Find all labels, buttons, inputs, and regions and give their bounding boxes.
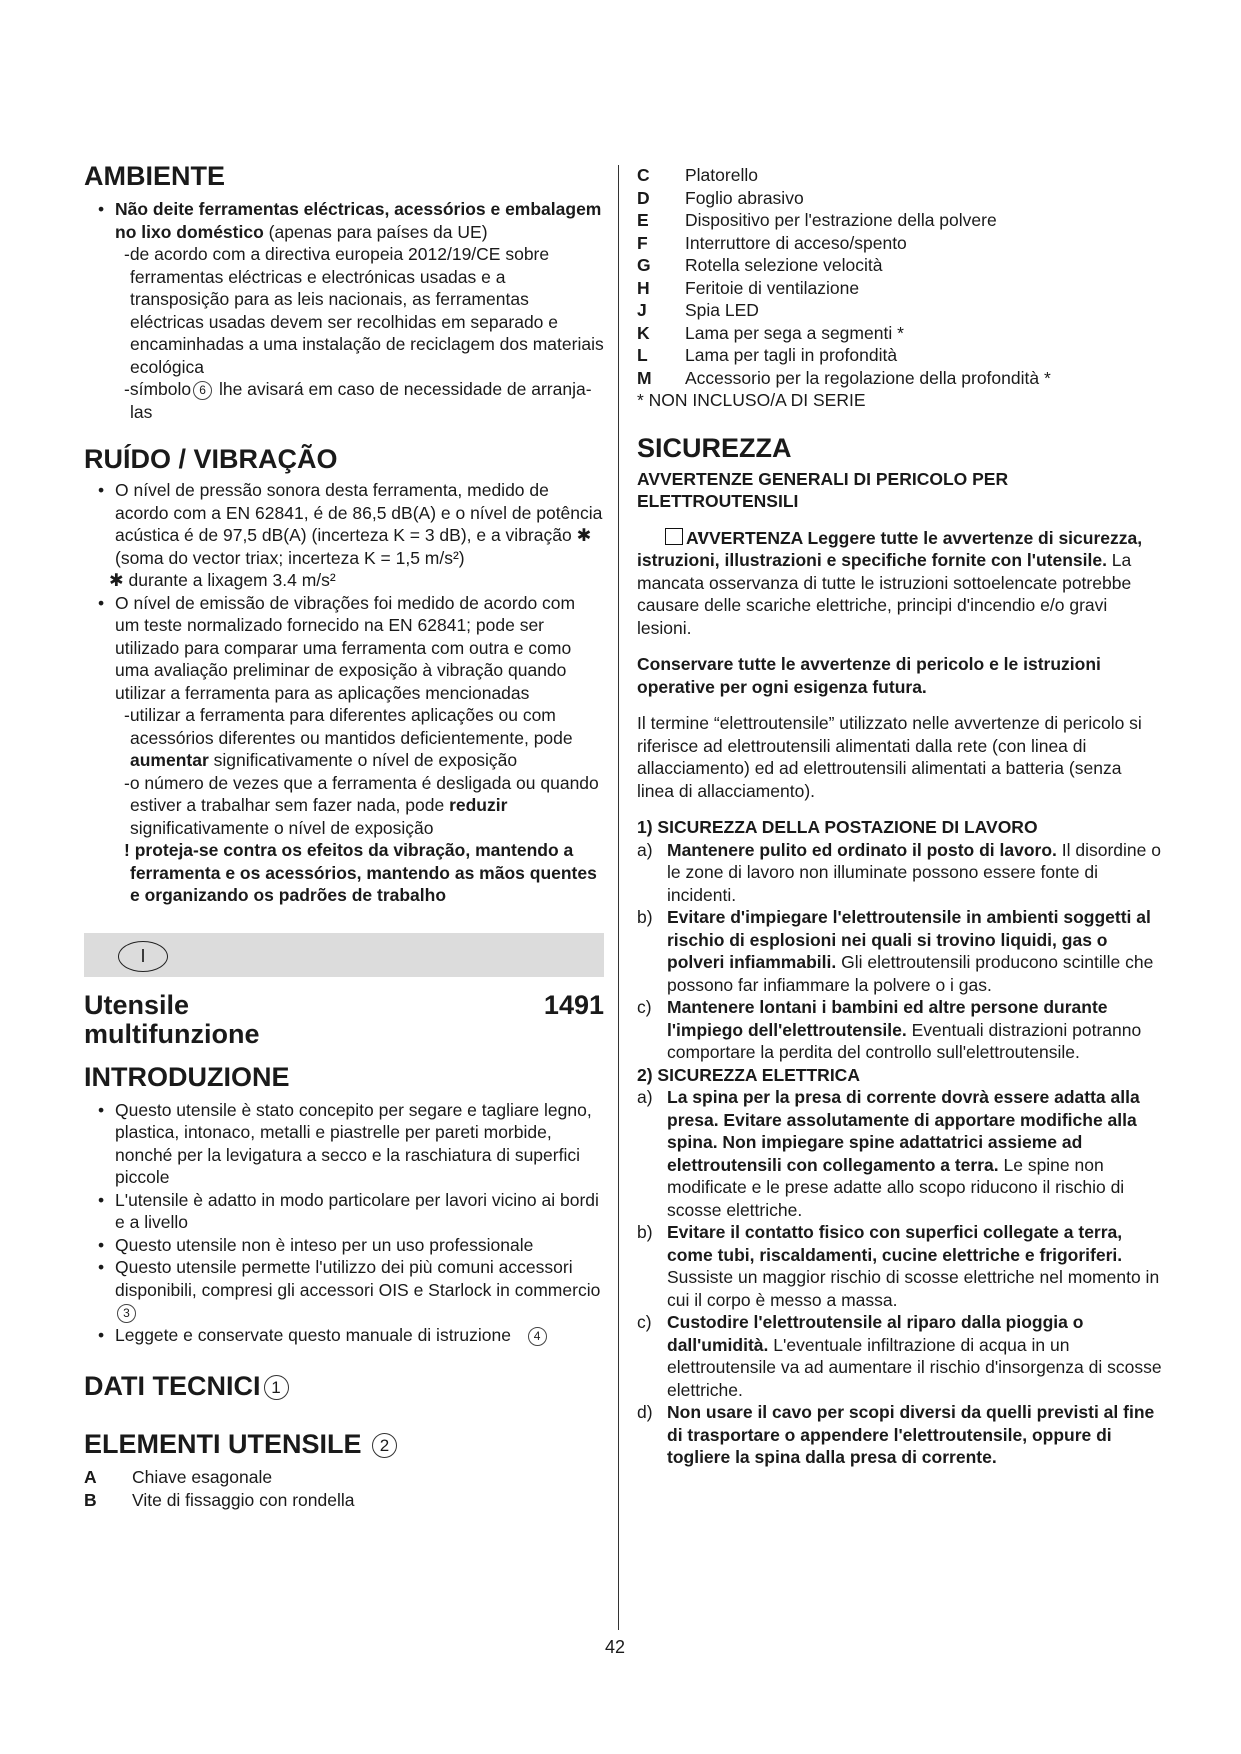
section-title-ruido: RUÍDO / VIBRAÇÃO: [84, 444, 338, 474]
warning-paragraph: !AVVERTENZA Leggere tutte le avvertenze di sicurezza, istruzioni, illustrazioni e specifiche fornite con l'utensile. La mancata osservanza di tutte le istruzioni sottoelencate potrebbe causare delle scariche elettriche, principi d'incendio e/o gravi lesioni.: [637, 527, 1162, 640]
page-number: 42: [605, 1637, 626, 1657]
section-subtitle: AVVERTENZE GENERALI DI PERICOLO PER ELETTROUTENSILI: [637, 468, 1009, 511]
language-tag: I: [118, 941, 168, 972]
list-item: -símbolo 6 lhe avisará em caso de necessidade de arranja-las: [124, 379, 592, 422]
warning-icon: [665, 528, 683, 545]
legend-item: M Accessorio per la regolazione della profondità *: [637, 367, 1051, 388]
subsection-title: 1) SICUREZZA DELLA POSTAZIONE DI LAVORO: [637, 817, 1038, 837]
list-item: • Questo utensile permette l'utilizzo dei più comuni accessori disponibili, compresi gli accessori OIS e Starlock in commercio 3: [84, 1256, 604, 1324]
figure-ref-icon: 6: [193, 381, 212, 400]
warning-text: ! proteja-se contra os efeitos da vibração, mantendo a ferramenta e os acessórios, mantendo as mãos quentes e organizando os padrões de trabalho: [124, 840, 597, 905]
list-item: c) Custodire l'elettroutensile al riparo dalla pioggia o dall'umidità. L'eventuale infiltrazione di acqua in un elettroutensile va ad aumentare il rischio d'insorgenza di scosse elettriche.: [637, 1312, 1162, 1400]
product-number: 1491: [543, 989, 604, 1020]
list-item: • Questo utensile è stato concepito per segare e tagliare legno, plastica, intonaco, metalli e piastrelle per pareti morbide, nonché per la levigatura a secco e la raschiatura di superfici piccole: [84, 1099, 604, 1189]
list-item: b) Evitare d'impiegare l'elettroutensile in ambienti soggetti al rischio di esplosioni nei quali si trovino liquidi, gas o polveri infiammabili. Gli elettroutensili producono scintille che possono far infiammare la polvere o i gas.: [637, 907, 1154, 995]
product-name: Utensile multifunzione: [84, 989, 260, 1049]
note-text: ✱ durante a lixagem 3.4 m/s²: [109, 570, 336, 590]
list-item: c) Mantenere lontani i bambini ed altre persone durante l'impiego dell'elettroutensile. Eventuali distrazioni potranno comportare la perdita del controllo sull'elettroutensile.: [637, 997, 1142, 1062]
section-title-dati-tecnici: DATI TECNICI 1: [84, 1370, 604, 1402]
legend-item: K Lama per sega a segmenti *: [637, 322, 904, 343]
list-item: -de acordo com a directiva europeia 2012/19/CE sobre ferramentas eléctricas e electrónicas usadas e a transposição para as leis nacionais, as ferramentas eléctricas usadas devem ser recolhidas em separado e encaminhadas a uma instalação de reciclagem dos materiais ecológica: [124, 244, 604, 377]
list-item: • O nível de emissão de vibrações foi medido de acordo com um teste normalizado fornecido na EN 62841; pode ser utilizado para comparar uma ferramenta com outra e como uma avaliação preliminar de exposição à vibração quando utilizar a ferramenta para as aplicações mencionadas: [84, 592, 604, 705]
list-item: • Leggete e conservate questo manuale di istruzione 4: [84, 1324, 604, 1347]
list-item: -o número de vezes que a ferramenta é desligada ou quando estiver a trabalhar sem fazer nada, pode reduzir significativamente o nível de exposição: [124, 772, 599, 838]
language-tag-bar: [84, 933, 604, 977]
figure-ref-icon: 1: [264, 1375, 289, 1400]
legend-item: H Feritoie di ventilazione: [637, 277, 860, 298]
list-item: • L'utensile è adatto in modo particolare per lavori vicino ai bordi e a livello: [84, 1189, 604, 1234]
list-item: a) Mantenere pulito ed ordinato il posto di lavoro. Il disordine o le zone di lavoro non illuminate possono essere fonte di incidenti.: [637, 839, 1161, 905]
list-item: • Não deite ferramentas eléctricas, acessórios e embalagem no lixo doméstico (apenas para países da UE): [84, 198, 604, 243]
legend-list: [637, 164, 1162, 412]
section-title-introduzione: INTRODUZIONE: [84, 1061, 290, 1092]
list-item: a) La spina per la presa di corrente dovrà essere adatta alla presa. Evitare assolutamente di apportare modifiche alla spina. Non impiegare spine adattatrici assieme ad elettroutensili con collegamento a terra. Le spine non modificate e le prese adatte allo scopo riducono il rischio di scosse elettriche.: [637, 1087, 1140, 1220]
product-title-row: [84, 991, 604, 1049]
legend-item: L Lama per tagli in profondità: [637, 345, 898, 365]
legend-item: F Interruttore di acceso/spento: [637, 232, 907, 253]
list-item: d) Non usare il cavo per scopi diversi da quelli previsti al fine di trasportare o appendere l'elettroutensile, oppure di togliere la spina dalla presa di corrente.: [637, 1402, 1155, 1467]
right-column: [637, 164, 1162, 1469]
list-item: b) Evitare il contatto fisico con superfici collegate a terra, come tubi, riscaldamenti, cucine elettriche e frigoriferi. Sussiste un maggior rischio di scosse elettriche nel momento in cui il corpo è messo a massa.: [637, 1222, 1160, 1310]
legend-item: B Vite di fissaggio con rondella: [84, 1489, 355, 1510]
paragraph: Il termine “elettroutensile” utilizzato nelle avvertenze di pericolo si riferisce ad elettroutensili alimentati dalla rete (con linea di allacciamento) ed ad elettroutensili alimentati a batteria (senza linea di allacciamento).: [637, 713, 1142, 801]
left-column: [84, 160, 604, 1511]
paragraph: Conservare tutte le avvertenze di pericolo e le istruzioni operative per ogni esigenza futura.: [637, 654, 1101, 697]
legend-item: A Chiave esagonale: [84, 1467, 273, 1487]
legend-item: C Platorello: [637, 165, 758, 185]
section-title-ambiente: AMBIENTE: [84, 161, 225, 191]
section-title-elementi: ELEMENTI UTENSILE 2: [84, 1428, 604, 1460]
not-included-note: * NON INCLUSO/A DI SERIE: [637, 390, 866, 410]
figure-ref-icon: 3: [117, 1304, 136, 1323]
figure-ref-icon: 2: [372, 1433, 397, 1458]
list-item: -utilizar a ferramenta para diferentes aplicações ou com acessórios diferentes ou mantidos deficientemente, pode aumentar significativamente o nível de exposição: [124, 705, 573, 770]
legend-item: D Foglio abrasivo: [637, 187, 804, 208]
list-item: • Questo utensile non è inteso per un uso professionale: [84, 1234, 604, 1257]
section-title-sicurezza: SICUREZZA: [637, 432, 792, 463]
subsection-title: 2) SICUREZZA ELETTRICA: [637, 1064, 860, 1085]
legend-item: E Dispositivo per l'estrazione della polvere: [637, 210, 997, 230]
figure-ref-icon: 4: [528, 1327, 547, 1346]
legend-item: J Spia LED: [637, 300, 759, 320]
legend-item: G Rotella selezione velocità: [637, 255, 883, 275]
column-divider: [618, 165, 619, 1630]
list-item: • O nível de pressão sonora desta ferramenta, medido de acordo com a EN 62841, é de 86,5 dB(A) e o nível de potência acústica é de 97,5 dB(A) (incerteza K = 3 dB), e a vibração ✱ (soma do vector triax; incerteza K = 1,5 m/s²): [84, 479, 604, 569]
